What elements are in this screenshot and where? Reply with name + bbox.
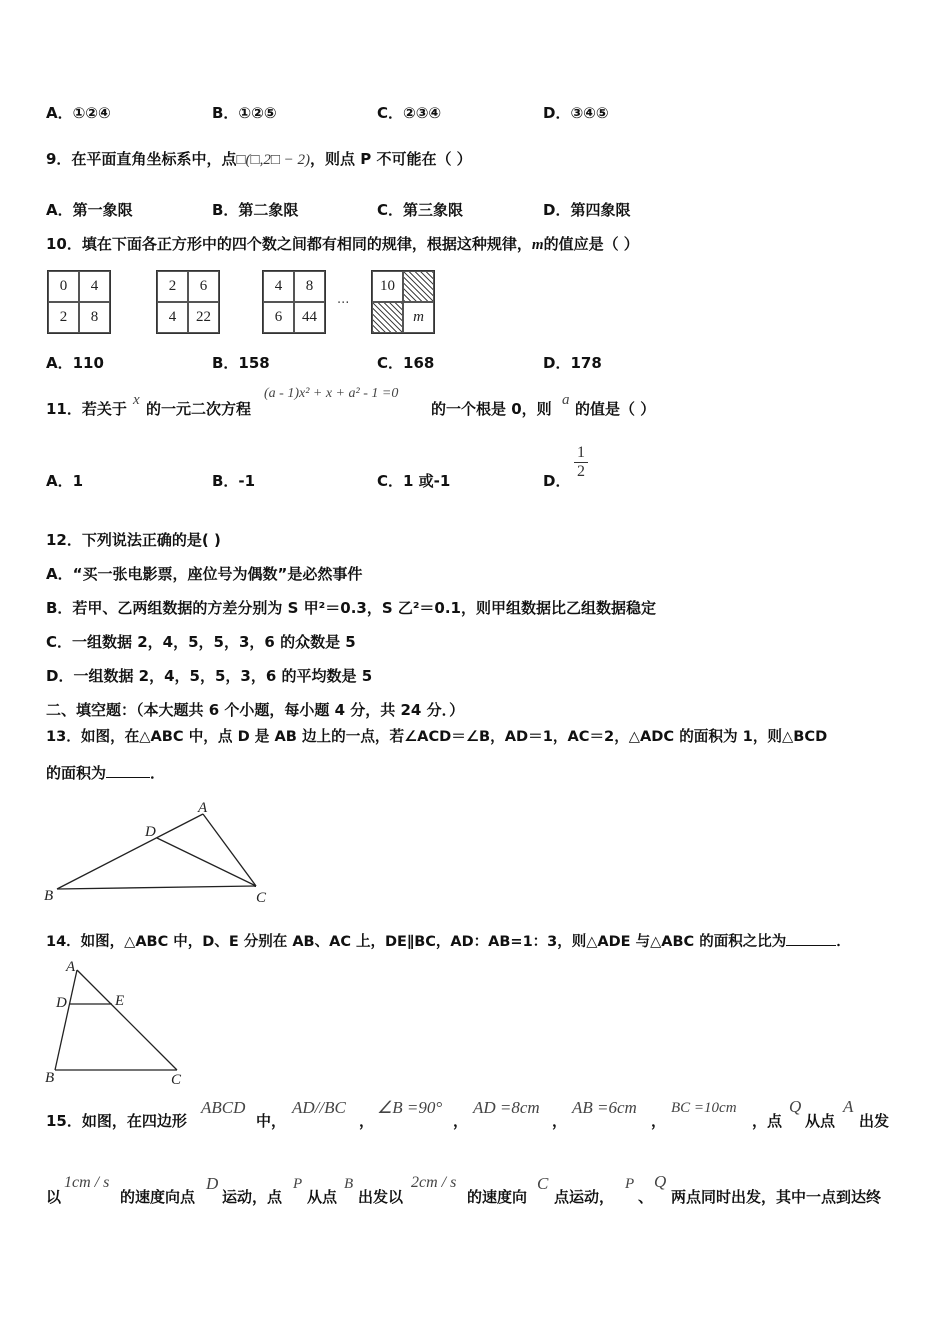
q14-stem-end: ． <box>836 934 851 950</box>
q11-stem-part2: 的一元二次方程 <box>146 400 252 418</box>
q8-option-b: B．①②⑤ <box>212 104 277 122</box>
q13-stem-line1: 13．如图，在△ABC 中，点 D 是 AB 边上的一点，若∠ACD＝∠B，AD＝1，AC＝2，△ADC 的面积为 1，则△BCD <box>46 728 828 745</box>
cell-m: m <box>403 302 434 333</box>
q15-b-var: B <box>344 1176 354 1192</box>
label-c: C <box>171 1072 182 1088</box>
segment-ac <box>203 814 256 886</box>
q9-point-expression: □(□,2□ − 2) <box>236 152 310 168</box>
q10-option-a: A．110 <box>46 354 104 372</box>
segment-ba <box>57 814 203 889</box>
fraction-denominator: 2 <box>574 462 588 481</box>
q11-x-var: x <box>133 392 140 408</box>
q14-stem <box>46 930 851 951</box>
q15-stem-part3: ，点 <box>752 1112 783 1130</box>
q15-line2-part5: 出发以 <box>358 1188 404 1206</box>
label-a: A <box>198 800 208 816</box>
q11-stem-part3: 的一个根是 0，则 <box>431 400 552 418</box>
q15-q-var: Q <box>789 1097 802 1116</box>
q11-equation: (a - 1)x² + x + a² - 1 =0 <box>264 386 399 401</box>
q11-stem-part1: 11．若关于 <box>46 400 127 418</box>
q12-option-b: B．若甲、乙两组数据的方差分别为 S 甲²＝0.3，S 乙²＝0.1，则甲组数据比乙组数据稳定 <box>46 599 656 617</box>
q11-option-c: C．1 或-1 <box>377 472 451 490</box>
q11-option-d: D． <box>543 472 571 490</box>
q15-comma-4: ， <box>651 1112 667 1130</box>
q11-fraction <box>574 444 588 481</box>
q8-option-a: A．①②④ <box>46 104 111 122</box>
cell: 8 <box>294 271 325 302</box>
q14-answer-blank[interactable] <box>786 945 836 946</box>
q10-square-3 <box>262 270 326 334</box>
q15-separator: 、 <box>638 1188 654 1206</box>
label-a: A <box>66 959 76 975</box>
cell: 6 <box>263 302 294 333</box>
q15-line2-part7: 点运动， <box>554 1188 615 1206</box>
q15-quadrilateral: ABCD <box>201 1098 246 1117</box>
segment-bc <box>57 886 256 889</box>
label-d: D <box>56 995 67 1011</box>
q9-stem <box>46 148 472 169</box>
q15-q-var-2: Q <box>654 1172 667 1191</box>
cell: 4 <box>263 271 294 302</box>
cell: 2 <box>48 302 79 333</box>
q15-comma-3: ， <box>552 1112 568 1130</box>
q15-parallel: AD//BC <box>292 1098 346 1117</box>
q15-ad-length: AD =8cm <box>473 1098 540 1117</box>
q9-option-b: B．第二象限 <box>212 201 299 219</box>
q12-option-a: A．“买一张电影票，座位号为偶数”是必然事件 <box>46 565 363 583</box>
segment-ab <box>55 970 77 1070</box>
q9-option-a: A．第一象限 <box>46 201 133 219</box>
q10-square-1 <box>47 270 111 334</box>
q12-option-c: C．一组数据 2，4，5，5，3，6 的众数是 5 <box>46 633 356 651</box>
q13-answer-blank[interactable] <box>106 777 150 778</box>
q9-stem-post: ，则点 P 不可能在（ ） <box>310 150 472 168</box>
label-d: D <box>145 824 156 840</box>
q10-option-b: B．158 <box>212 354 270 372</box>
cell: 10 <box>372 271 403 302</box>
cell: 4 <box>79 271 110 302</box>
q10-option-c: C．168 <box>377 354 435 372</box>
q15-d-var: D <box>206 1174 219 1193</box>
q15-angle-b: ∠B =90° <box>377 1098 443 1117</box>
q15-speed-p: 2cm / s <box>411 1174 457 1191</box>
cell: 6 <box>188 271 219 302</box>
q13-stem-end: ． <box>150 764 166 782</box>
q15-line2-part1: 以 <box>46 1188 62 1206</box>
q15-stem-part4: 从点 <box>805 1112 836 1130</box>
q11-option-b: B．-1 <box>212 472 256 490</box>
cell: 22 <box>188 302 219 333</box>
q13-stem-text: 的面积为 <box>46 764 107 782</box>
cell: 44 <box>294 302 325 333</box>
q15-line2-part3: 运动，点 <box>222 1188 283 1206</box>
q8-option-c: C．②③④ <box>377 104 442 122</box>
q9-option-c: C．第三象限 <box>377 201 464 219</box>
segment-dc <box>157 838 256 886</box>
cell: 4 <box>157 302 188 333</box>
q13-stem-line2 <box>46 762 165 783</box>
q10-stem-pre: 10．填在下面各正方形中的四个数之间都有相同的规律，根据这种规律， <box>46 235 532 253</box>
q12-option-d: D．一组数据 2，4，5，5，3，6 的平均数是 5 <box>46 667 373 685</box>
q10-square-2 <box>156 270 220 334</box>
q15-stem-part1: 15．如图，在四边形 <box>46 1112 187 1130</box>
q8-option-d: D．③④⑤ <box>543 104 609 122</box>
q15-a-var: A <box>843 1097 854 1116</box>
fraction-numerator: 1 <box>577 444 585 461</box>
q15-line2-part6: 的速度向 <box>467 1188 528 1206</box>
label-b: B <box>44 888 54 904</box>
q15-line2-part8: 两点同时出发，其中一点到达终 <box>671 1188 882 1206</box>
hatched-cell <box>403 271 434 302</box>
q15-bc-length: BC =10cm <box>671 1100 737 1116</box>
q10-square-4 <box>371 270 435 334</box>
q15-p-var: P <box>293 1176 303 1192</box>
q15-c-var: C <box>537 1174 549 1193</box>
q15-speed-q: 1cm / s <box>64 1174 110 1191</box>
q12-stem: 12．下列说法正确的是( ) <box>46 531 221 549</box>
q15-stem-part5: 出发 <box>859 1112 890 1130</box>
q10-stem-post: 的值应是（ ） <box>543 235 639 253</box>
q15-ab-length: AB =6cm <box>572 1098 637 1117</box>
q10-m-var: m <box>531 237 544 253</box>
q15-stem-part2: 中， <box>256 1112 287 1130</box>
q15-comma-1: ， <box>359 1112 375 1130</box>
cell: 0 <box>48 271 79 302</box>
q14-stem-text: 14．如图，△ABC 中，D、E 分别在 AB、AC 上，DE∥BC，AD：AB=1：3，则△ADE 与△ABC 的面积之比为 <box>46 934 787 950</box>
q11-a-var: a <box>562 392 570 408</box>
q15-comma-2: ， <box>453 1112 469 1130</box>
q15-p-var-2: P <box>625 1176 635 1192</box>
q11-option-a: A．1 <box>46 472 84 490</box>
q15-line2-part4: 从点 <box>307 1188 338 1206</box>
cell: 8 <box>79 302 110 333</box>
q11-stem-part4: 的值是（ ） <box>575 400 656 418</box>
cell: 2 <box>157 271 188 302</box>
q9-stem-pre: 9．在平面直角坐标系中，点 <box>46 150 237 168</box>
q10-ellipsis: ··· <box>337 296 350 311</box>
q13-triangle-figure <box>40 798 280 906</box>
hatched-cell <box>372 302 403 333</box>
label-b: B <box>45 1070 55 1086</box>
q9-option-d: D．第四象限 <box>543 201 631 219</box>
section-heading: 二、填空题：（本大题共 6 个小题，每小题 4 分，共 24 分．） <box>46 701 465 719</box>
label-e: E <box>115 993 125 1009</box>
q15-line2-part2: 的速度向点 <box>120 1188 196 1206</box>
label-c: C <box>256 890 267 906</box>
q10-stem <box>46 233 639 254</box>
q10-option-d: D．178 <box>543 354 602 372</box>
segment-ac <box>77 970 177 1070</box>
q14-triangle-figure <box>40 956 200 1090</box>
